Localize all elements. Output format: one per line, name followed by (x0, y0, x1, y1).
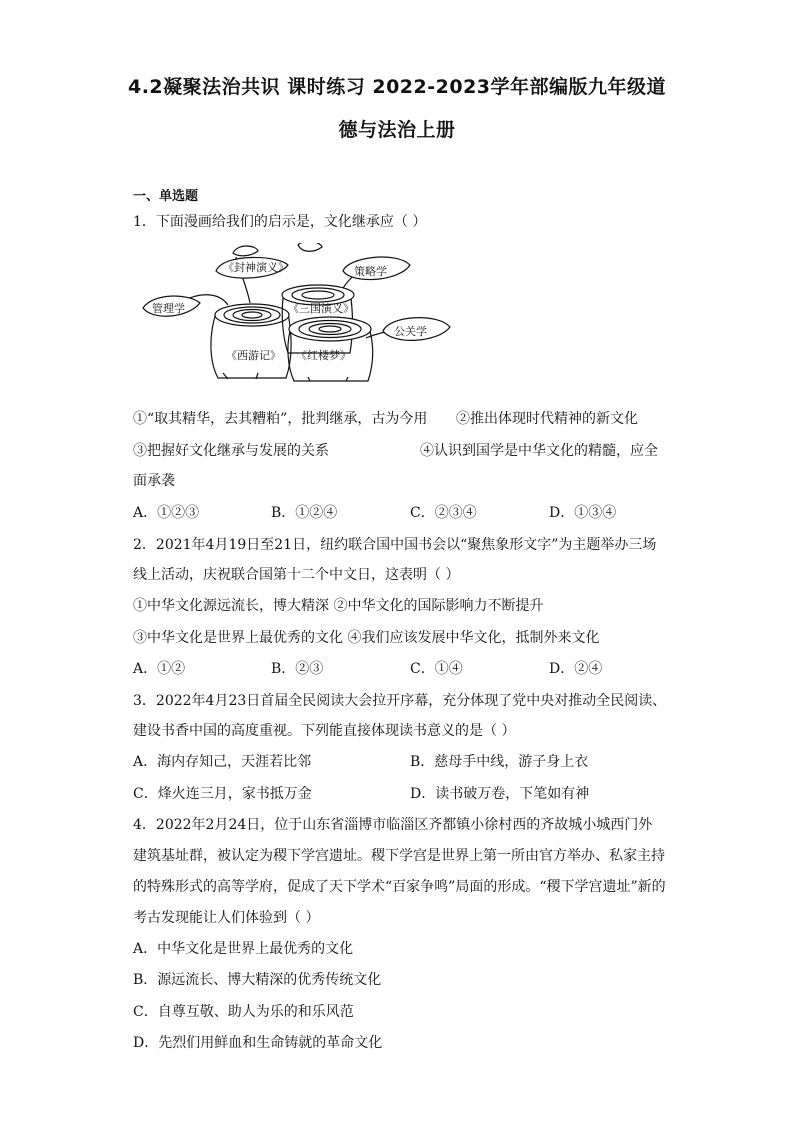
q1-option-d[interactable]: D．①③④ (549, 505, 617, 521)
section-heading: 一、单选题 (133, 189, 199, 204)
cartoon-label-fengshen: 《封神演义》 (223, 261, 289, 274)
q1-option-b[interactable]: B．①②④ (271, 505, 338, 521)
q2-stem-line2: 线上活动，庆祝联合国第十二个中文日，这表明（ ） (133, 567, 460, 583)
q2-statements-12: ①中华文化源远流长，博大精深 ②中华文化的国际影响力不断提升 (133, 598, 544, 614)
q4-stem-line4: 考古发现能让人们体验到（ ） (133, 910, 320, 926)
q3-option-c[interactable]: C．烽火连三月，家书抵万金 (133, 786, 312, 802)
q4-option-b[interactable]: B．源远流长、博大精深的优秀传统文化 (133, 972, 382, 988)
q1-option-a[interactable]: A．①②③ (133, 505, 200, 521)
doc-title-line2: 德与法治上册 (338, 119, 456, 141)
cartoon-label-gongguan: 公关学 (394, 325, 427, 338)
q1-stem: 1．下面漫画给我们的启示是，文化继承应（ ） (133, 214, 427, 230)
q2-option-a[interactable]: A．①② (133, 661, 186, 677)
q1-statement-3: ③把握好文化继承与发展的关系 (133, 443, 329, 459)
cartoon-label-sanguo: 《三国演义》 (288, 302, 354, 315)
q2-option-c[interactable]: C．①④ (410, 661, 463, 677)
q1-option-c[interactable]: C．②③④ (410, 505, 477, 521)
q2-option-d[interactable]: D．②④ (549, 661, 603, 677)
q3-stem-line1: 3．2022年4月23日首届全民阅读大会拉开序幕，充分体现了党中央对推动全民阅读、 (133, 693, 667, 709)
cartoon-label-celue: 策略学 (354, 265, 387, 278)
cartoon-label-honglou: 《红楼梦》 (296, 349, 351, 362)
q4-stem-line1: 4．2022年2月24日，位于山东省淄博市临淄区齐都镇小徐村西的齐故城小城西门外 (133, 817, 653, 833)
q3-option-d[interactable]: D．读书破万卷，下笔如有神 (410, 786, 590, 802)
q3-option-b[interactable]: B．慈母手中线，游子身上衣 (410, 754, 589, 770)
q3-option-a[interactable]: A．海内存知己，天涯若比邻 (133, 754, 312, 770)
doc-title-line1: 4.2凝聚法治共识 课时练习 2022-2023学年部编版九年级道 (127, 76, 667, 98)
q1-cartoon (138, 243, 458, 388)
q2-statements-34: ③中华文化是世界上最优秀的文化 ④我们应该发展中华文化，抵制外来文化 (133, 630, 600, 646)
q4-option-d[interactable]: D．先烈们用鲜血和生命铸就的革命文化 (133, 1035, 383, 1051)
q3-stem-line2: 建设书香中国的高度重视。下列能直接体现读书意义的是（ ） (133, 723, 516, 739)
q1-statement-1: ①“取其精华，去其糟粕”，批判继承，古为今用 (133, 411, 428, 427)
q1-statement-4b: 面承袭 (133, 473, 175, 489)
q4-stem-line2: 建筑基址群，被认定为稷下学宫遗址。稷下学宫是世界上第一所由官方举办、私家主持 (133, 848, 665, 864)
q2-stem-line1: 2．2021年4月19日至21日，纽约联合国中国书会以“聚焦象形文字”为主题举办三场 (133, 537, 657, 553)
cartoon-label-xiyou: 《西游记》 (226, 349, 281, 362)
cartoon-label-guanli: 管理学 (152, 302, 185, 315)
q1-statement-2: ②推出体现时代精神的新文化 (456, 411, 638, 427)
q4-option-c[interactable]: C．自尊互敬、助人为乐的和乐风范 (133, 1004, 354, 1020)
q1-statement-4a: ④认识到国学是中华文化的精髓，应全 (420, 443, 658, 459)
q4-option-a[interactable]: A．中华文化是世界上最优秀的文化 (133, 941, 354, 957)
q2-option-b[interactable]: B．②③ (271, 661, 324, 677)
q4-stem-line3: 的特殊形式的高等学府，促成了天下学术“百家争鸣”局面的形成。“稷下学宫遗址”新的 (133, 879, 666, 895)
